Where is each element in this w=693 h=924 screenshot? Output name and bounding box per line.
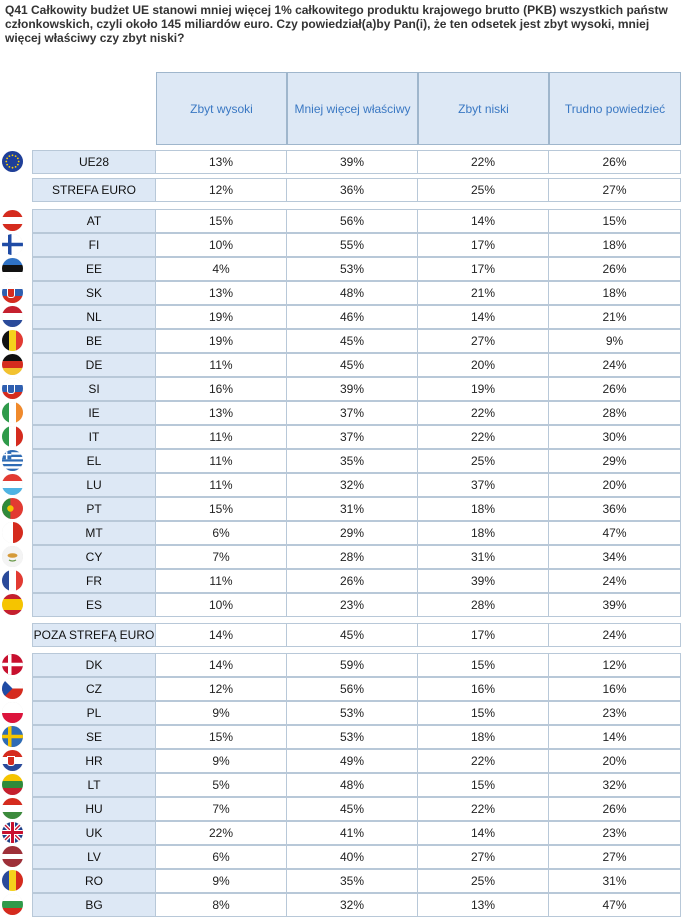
row-label: DK bbox=[32, 653, 156, 677]
table-row bbox=[0, 797, 693, 821]
latvia-flag-icon bbox=[2, 846, 23, 867]
row-label: AT bbox=[32, 209, 156, 233]
table-row bbox=[0, 377, 693, 401]
france-flag-icon bbox=[2, 570, 23, 591]
romania-flag-icon bbox=[2, 870, 23, 891]
table-row bbox=[0, 473, 693, 497]
value-cell: 18% bbox=[418, 497, 549, 521]
value-cell: 15% bbox=[156, 497, 287, 521]
lithuania-flag-icon bbox=[2, 774, 23, 795]
value-cell: 39% bbox=[418, 569, 549, 593]
value-cell: 18% bbox=[418, 725, 549, 749]
value-cell: 35% bbox=[287, 869, 418, 893]
row-label: CY bbox=[32, 545, 156, 569]
cyprus-flag-icon bbox=[2, 546, 23, 567]
table-row bbox=[0, 257, 693, 281]
value-cell: 13% bbox=[156, 150, 287, 174]
value-cell: 13% bbox=[156, 401, 287, 425]
table-row bbox=[0, 497, 693, 521]
value-cell: 37% bbox=[287, 425, 418, 449]
finland-flag-icon bbox=[2, 234, 23, 255]
value-cell: 30% bbox=[549, 425, 681, 449]
value-cell: 10% bbox=[156, 593, 287, 617]
value-cell: 27% bbox=[549, 845, 681, 869]
value-cell: 24% bbox=[549, 353, 681, 377]
value-cell: 16% bbox=[418, 677, 549, 701]
denmark-flag-icon bbox=[2, 654, 23, 675]
table-row bbox=[0, 593, 693, 617]
row-label: HU bbox=[32, 797, 156, 821]
value-cell: 16% bbox=[156, 377, 287, 401]
value-cell: 27% bbox=[418, 329, 549, 353]
value-cell: 14% bbox=[549, 725, 681, 749]
row-label: IE bbox=[32, 401, 156, 425]
value-cell: 9% bbox=[156, 701, 287, 725]
luxembourg-flag-icon bbox=[2, 474, 23, 495]
value-cell: 18% bbox=[418, 521, 549, 545]
row-label: UE28 bbox=[32, 150, 156, 174]
germany-flag-icon bbox=[2, 354, 23, 375]
value-cell: 6% bbox=[156, 521, 287, 545]
value-cell: 48% bbox=[287, 773, 418, 797]
value-cell: 19% bbox=[156, 329, 287, 353]
value-cell: 27% bbox=[418, 845, 549, 869]
portugal-flag-icon bbox=[2, 498, 23, 519]
value-cell: 22% bbox=[156, 821, 287, 845]
value-cell: 25% bbox=[418, 449, 549, 473]
column-header: Zbyt wysoki bbox=[156, 72, 287, 145]
value-cell: 31% bbox=[549, 869, 681, 893]
eu-flag-icon bbox=[2, 151, 23, 172]
table-row bbox=[0, 425, 693, 449]
table-row bbox=[0, 449, 693, 473]
table-row bbox=[0, 178, 693, 202]
value-cell: 12% bbox=[156, 178, 287, 202]
value-cell: 7% bbox=[156, 797, 287, 821]
value-cell: 28% bbox=[549, 401, 681, 425]
value-cell: 45% bbox=[287, 797, 418, 821]
estonia-flag-icon bbox=[2, 258, 23, 279]
value-cell: 12% bbox=[156, 677, 287, 701]
netherlands-flag-icon bbox=[2, 306, 23, 327]
belgium-flag-icon bbox=[2, 330, 23, 351]
italy-flag-icon bbox=[2, 426, 23, 447]
value-cell: 19% bbox=[418, 377, 549, 401]
table-row bbox=[0, 701, 693, 725]
table-row bbox=[0, 845, 693, 869]
row-label: BG bbox=[32, 893, 156, 917]
value-cell: 45% bbox=[287, 353, 418, 377]
value-cell: 18% bbox=[549, 281, 681, 305]
value-cell: 24% bbox=[549, 623, 681, 647]
value-cell: 11% bbox=[156, 425, 287, 449]
value-cell: 47% bbox=[549, 521, 681, 545]
row-label: SK bbox=[32, 281, 156, 305]
value-cell: 18% bbox=[549, 233, 681, 257]
row-label: MT bbox=[32, 521, 156, 545]
column-header: Zbyt niski bbox=[418, 72, 549, 145]
value-cell: 23% bbox=[287, 593, 418, 617]
value-cell: 14% bbox=[418, 821, 549, 845]
value-cell: 6% bbox=[156, 845, 287, 869]
value-cell: 15% bbox=[418, 773, 549, 797]
greece-flag-icon bbox=[2, 450, 23, 471]
table-row bbox=[0, 233, 693, 257]
row-label: SE bbox=[32, 725, 156, 749]
table-row bbox=[0, 677, 693, 701]
value-cell: 53% bbox=[287, 257, 418, 281]
value-cell: 29% bbox=[287, 521, 418, 545]
table-row bbox=[0, 749, 693, 773]
value-cell: 16% bbox=[549, 677, 681, 701]
value-cell: 32% bbox=[549, 773, 681, 797]
ireland-flag-icon bbox=[2, 402, 23, 423]
row-label: EE bbox=[32, 257, 156, 281]
table-row bbox=[0, 893, 693, 917]
value-cell: 8% bbox=[156, 893, 287, 917]
value-cell: 15% bbox=[156, 209, 287, 233]
value-cell: 37% bbox=[418, 473, 549, 497]
row-label: LV bbox=[32, 845, 156, 869]
value-cell: 5% bbox=[156, 773, 287, 797]
value-cell: 39% bbox=[287, 377, 418, 401]
value-cell: 22% bbox=[418, 425, 549, 449]
value-cell: 24% bbox=[549, 569, 681, 593]
value-cell: 26% bbox=[549, 257, 681, 281]
table-row bbox=[0, 209, 693, 233]
value-cell: 39% bbox=[287, 150, 418, 174]
value-cell: 40% bbox=[287, 845, 418, 869]
row-label: RO bbox=[32, 869, 156, 893]
value-cell: 14% bbox=[418, 209, 549, 233]
table-row bbox=[0, 545, 693, 569]
value-cell: 26% bbox=[549, 377, 681, 401]
value-cell: 22% bbox=[418, 749, 549, 773]
value-cell: 22% bbox=[418, 150, 549, 174]
row-label: DE bbox=[32, 353, 156, 377]
value-cell: 47% bbox=[549, 893, 681, 917]
table-row bbox=[0, 821, 693, 845]
table-row bbox=[0, 725, 693, 749]
table-row bbox=[0, 623, 693, 647]
row-label: IT bbox=[32, 425, 156, 449]
value-cell: 26% bbox=[549, 150, 681, 174]
value-cell: 17% bbox=[418, 233, 549, 257]
value-cell: 35% bbox=[287, 449, 418, 473]
table-row bbox=[0, 353, 693, 377]
value-cell: 53% bbox=[287, 725, 418, 749]
row-label: BE bbox=[32, 329, 156, 353]
value-cell: 31% bbox=[418, 545, 549, 569]
sweden-flag-icon bbox=[2, 726, 23, 747]
row-label: HR bbox=[32, 749, 156, 773]
value-cell: 39% bbox=[549, 593, 681, 617]
value-cell: 14% bbox=[156, 653, 287, 677]
value-cell: 36% bbox=[287, 178, 418, 202]
value-cell: 4% bbox=[156, 257, 287, 281]
value-cell: 11% bbox=[156, 449, 287, 473]
value-cell: 9% bbox=[156, 869, 287, 893]
row-label: SI bbox=[32, 377, 156, 401]
slovenia-flag-icon bbox=[2, 378, 23, 399]
value-cell: 26% bbox=[549, 797, 681, 821]
croatia-flag-icon bbox=[2, 750, 23, 771]
value-cell: 21% bbox=[418, 281, 549, 305]
value-cell: 14% bbox=[418, 305, 549, 329]
value-cell: 20% bbox=[549, 473, 681, 497]
value-cell: 15% bbox=[549, 209, 681, 233]
value-cell: 7% bbox=[156, 545, 287, 569]
value-cell: 56% bbox=[287, 677, 418, 701]
value-cell: 11% bbox=[156, 353, 287, 377]
value-cell: 26% bbox=[287, 569, 418, 593]
row-label: UK bbox=[32, 821, 156, 845]
row-label: EL bbox=[32, 449, 156, 473]
value-cell: 31% bbox=[287, 497, 418, 521]
column-header: Mniej więcej właściwy bbox=[287, 72, 418, 145]
row-label: LT bbox=[32, 773, 156, 797]
value-cell: 45% bbox=[287, 329, 418, 353]
value-cell: 49% bbox=[287, 749, 418, 773]
value-cell: 56% bbox=[287, 209, 418, 233]
value-cell: 34% bbox=[549, 545, 681, 569]
value-cell: 20% bbox=[418, 353, 549, 377]
row-label: PT bbox=[32, 497, 156, 521]
czechia-flag-icon bbox=[2, 678, 23, 699]
value-cell: 19% bbox=[156, 305, 287, 329]
value-cell: 27% bbox=[549, 178, 681, 202]
austria-flag-icon bbox=[2, 210, 23, 231]
value-cell: 28% bbox=[287, 545, 418, 569]
value-cell: 12% bbox=[549, 653, 681, 677]
row-label: NL bbox=[32, 305, 156, 329]
value-cell: 15% bbox=[418, 701, 549, 725]
value-cell: 48% bbox=[287, 281, 418, 305]
table-row bbox=[0, 773, 693, 797]
row-label: STREFA EURO bbox=[32, 178, 156, 202]
poland-flag-icon bbox=[2, 702, 23, 723]
value-cell: 59% bbox=[287, 653, 418, 677]
value-cell: 13% bbox=[418, 893, 549, 917]
value-cell: 32% bbox=[287, 473, 418, 497]
table-row bbox=[0, 281, 693, 305]
value-cell: 15% bbox=[156, 725, 287, 749]
question-text: Q41 Całkowity budżet UE stanowi mniej więcej 1% całkowitego produktu krajowego brutto (PKB) wszystkich państw członkowskich, czyli około 145 miliardów euro. Czy powiedział(a)by Pan(i), że ten odsetek jest zbyt wysoki, mniej więcej właściwy czy zbyt niski? bbox=[5, 3, 668, 45]
value-cell: 14% bbox=[156, 623, 287, 647]
row-label: FI bbox=[32, 233, 156, 257]
row-label: PL bbox=[32, 701, 156, 725]
bulgaria-flag-icon bbox=[2, 894, 23, 915]
table-row bbox=[0, 305, 693, 329]
malta-flag-icon bbox=[2, 522, 23, 543]
value-cell: 36% bbox=[549, 497, 681, 521]
value-cell: 55% bbox=[287, 233, 418, 257]
uk-flag-icon bbox=[2, 822, 23, 843]
value-cell: 9% bbox=[549, 329, 681, 353]
value-cell: 11% bbox=[156, 473, 287, 497]
value-cell: 11% bbox=[156, 569, 287, 593]
value-cell: 46% bbox=[287, 305, 418, 329]
value-cell: 37% bbox=[287, 401, 418, 425]
value-cell: 28% bbox=[418, 593, 549, 617]
table-row bbox=[0, 401, 693, 425]
value-cell: 20% bbox=[549, 749, 681, 773]
column-header: Trudno powiedzieć bbox=[549, 72, 681, 145]
spain-flag-icon bbox=[2, 594, 23, 615]
value-cell: 45% bbox=[287, 623, 418, 647]
table-row bbox=[0, 869, 693, 893]
value-cell: 32% bbox=[287, 893, 418, 917]
row-label: CZ bbox=[32, 677, 156, 701]
value-cell: 17% bbox=[418, 623, 549, 647]
value-cell: 41% bbox=[287, 821, 418, 845]
row-label: FR bbox=[32, 569, 156, 593]
value-cell: 13% bbox=[156, 281, 287, 305]
slovakia-flag-icon bbox=[2, 282, 23, 303]
table-row bbox=[0, 521, 693, 545]
value-cell: 23% bbox=[549, 701, 681, 725]
value-cell: 9% bbox=[156, 749, 287, 773]
value-cell: 22% bbox=[418, 797, 549, 821]
value-cell: 25% bbox=[418, 178, 549, 202]
value-cell: 53% bbox=[287, 701, 418, 725]
table-row bbox=[0, 653, 693, 677]
value-cell: 22% bbox=[418, 401, 549, 425]
value-cell: 25% bbox=[418, 869, 549, 893]
value-cell: 21% bbox=[549, 305, 681, 329]
row-label: POZA STREFĄ EURO bbox=[32, 623, 156, 647]
value-cell: 17% bbox=[418, 257, 549, 281]
value-cell: 23% bbox=[549, 821, 681, 845]
value-cell: 15% bbox=[418, 653, 549, 677]
table-row bbox=[0, 569, 693, 593]
value-cell: 10% bbox=[156, 233, 287, 257]
table-row bbox=[0, 329, 693, 353]
value-cell: 29% bbox=[549, 449, 681, 473]
hungary-flag-icon bbox=[2, 798, 23, 819]
table-row bbox=[0, 150, 693, 174]
row-label: LU bbox=[32, 473, 156, 497]
row-label: ES bbox=[32, 593, 156, 617]
